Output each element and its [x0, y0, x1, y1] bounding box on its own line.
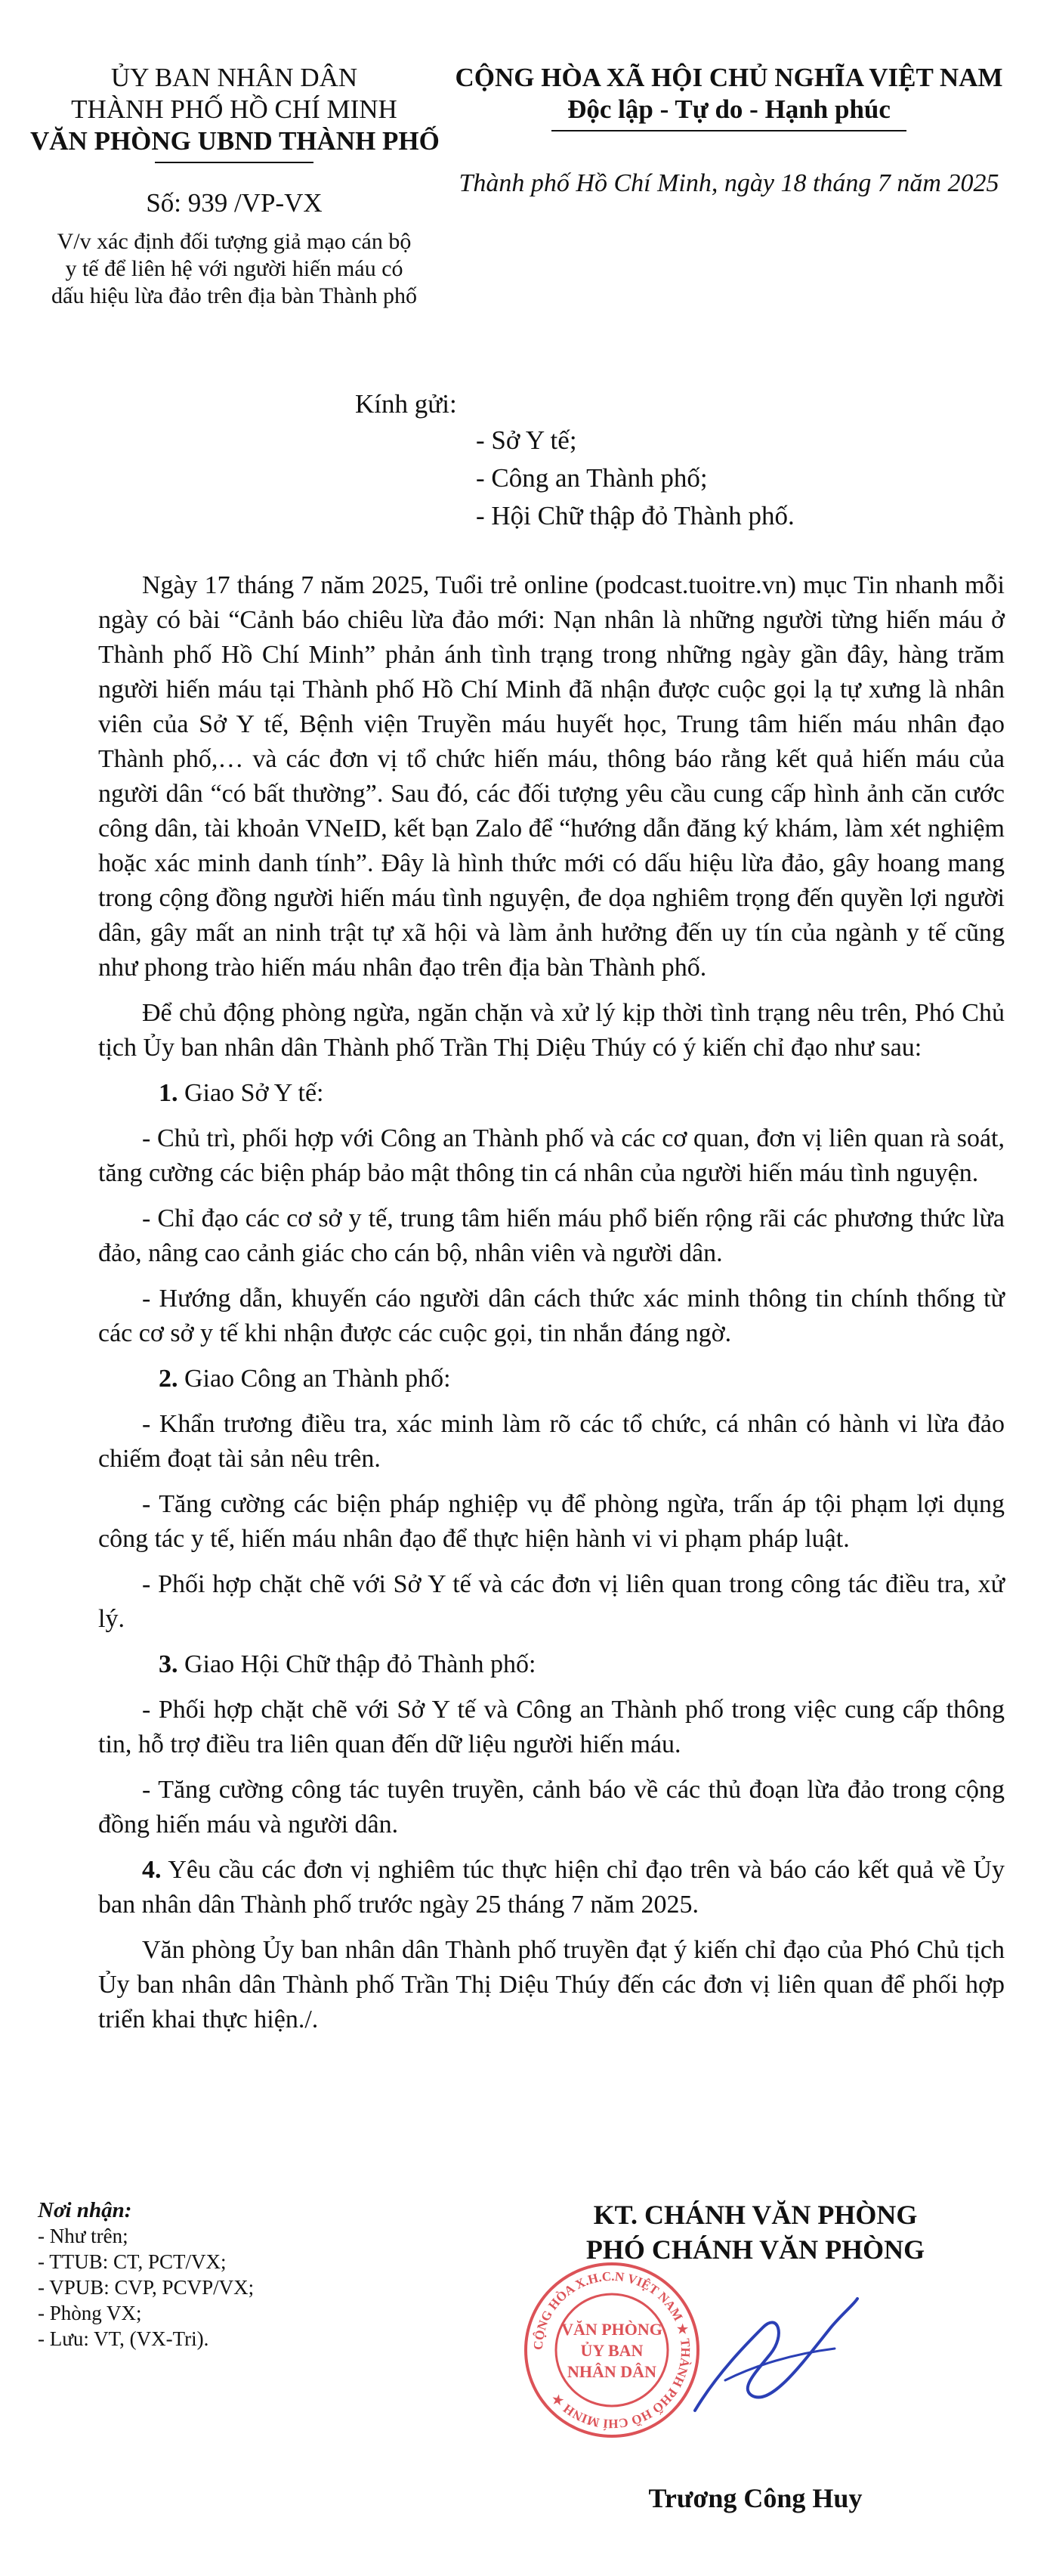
body-paragraph: - Tăng cường các biện pháp nghiệp vụ để phòng ngừa, trấn áp tội phạm lợi dụng công tác y tế, hiến máu nhân đạo để thực hiện hành vi vi phạm pháp luật.	[98, 1490, 1005, 1553]
recipient-item: - TTUB: CT, PCT/VX;	[38, 2250, 227, 2273]
document-number: Số: 939 /VP-VX	[146, 188, 323, 218]
signer-title-2: PHÓ CHÁNH VĂN PHÒNG	[585, 2234, 925, 2265]
subject-line-2: y tế để liên hệ với người hiến máu có	[65, 256, 403, 281]
national-motto: Độc lập - Tự do - Hạnh phúc	[567, 94, 891, 124]
section-heading	[98, 1362, 1005, 1396]
stamp-center-2: ỦY BAN	[580, 2341, 644, 2360]
national-title: CỘNG HÒA XÃ HỘI CHỦ NGHĨA VIỆT NAM	[455, 63, 1003, 92]
addressee-list	[476, 422, 795, 535]
subject-block	[15, 228, 453, 310]
issuer-line-3: VĂN PHÒNG UBND THÀNH PHỐ	[30, 126, 440, 156]
subject-line-1: V/v xác định đối tượng giả mạo cán bộ	[57, 229, 412, 254]
section-heading	[98, 1076, 1005, 1111]
recipient-item: - Lưu: VT, (VX-Tri).	[38, 2327, 209, 2350]
signer-name: Trương Công Huy	[648, 2483, 863, 2513]
section-heading	[98, 1647, 1005, 1682]
document-date: Thành phố Hồ Chí Minh, ngày 18 tháng 7 năm 2025	[459, 169, 999, 197]
body-paragraph: - Hướng dẫn, khuyến cáo người dân cách thức xác minh thông tin chính thống từ các cơ sở y tế khi nhận được các cuộc gọi, tin nhắn đáng ngờ.	[98, 1285, 1005, 1347]
section-title: Giao Công an Thành phố:	[178, 1365, 451, 1393]
recipient-item: - Như trên;	[38, 2225, 128, 2247]
subject-line-3: dấu hiệu lừa đảo trên địa bàn Thành phố	[51, 283, 417, 308]
section-number: 2.	[159, 1365, 178, 1393]
addressee-item: - Sở Y tế;	[476, 425, 577, 455]
issuer-block	[30, 62, 438, 157]
issuer-underline	[155, 162, 313, 163]
body-paragraph	[98, 1853, 1005, 1922]
motto-underline	[551, 130, 906, 131]
recipients-block	[38, 2197, 254, 2352]
section-text: Yêu cầu các đơn vị nghiêm túc thực hiện chỉ đạo trên và báo cáo kết quả về Ủy ban nhân dân Thành phố trước ngày 25 tháng 7 năm 2025.	[98, 1856, 1005, 1919]
national-header	[423, 62, 1035, 125]
official-stamp	[521, 2259, 703, 2441]
addressee-label: Kính gửi:	[355, 389, 457, 419]
section-number: 4.	[142, 1856, 162, 1884]
section-number: 3.	[159, 1650, 178, 1678]
stamp-center-1: VĂN PHÒNG	[561, 2320, 662, 2339]
body-paragraph: - Chỉ đạo các cơ sở y tế, trung tâm hiến máu phổ biến rộng rãi các phương thức lừa đảo, nâng cao cảnh giác cho cán bộ, nhân viên và người dân.	[98, 1205, 1005, 1267]
handwritten-signature	[680, 2282, 861, 2433]
document-body	[98, 568, 1005, 2048]
body-paragraph: - Phối hợp chặt chẽ với Sở Y tế và Công an Thành phố trong việc cung cấp thông tin, hỗ trợ điều tra liên quan đến dữ liệu người hiến máu.	[98, 1696, 1005, 1758]
issuer-line-1: ỦY BAN NHÂN DÂN	[110, 63, 358, 92]
recipient-item: - VPUB: CVP, PCVP/VX;	[38, 2276, 255, 2299]
section-title: Giao Sở Y tế:	[178, 1079, 324, 1107]
addressee-item: - Công an Thành phố;	[476, 463, 708, 493]
body-paragraph: Ngày 17 tháng 7 năm 2025, Tuổi trẻ online (podcast.tuoitre.vn) mục Tin nhanh mỗi ngày có bài “Cảnh báo chiêu lừa đảo mới: Nạn nhân là những người từng hiến máu ở Thành phố Hồ Chí Minh” phản ánh tình trạng trong những ngày gần đây, hàng trăm người hiến máu tại Thành phố Hồ Chí Minh đã nhận được cuộc gọi lạ tự xưng là nhân viên của Sở Y tế, Bệnh viện Truyền máu huyết học, Trung tâm hiến máu nhân đạo Thành phố,… và các đơn vị tổ chức hiến máu, thông báo rằng kết quả hiến máu của người dân “có bất thường”. Sau đó, các đối tượng yêu cầu cung cấp hình ảnh căn cước công dân, tài khoản VNeID, kết bạn Zalo để “hướng dẫn đăng ký khám, làm xét nghiệm hoặc xác minh danh tính”. Đây là hình thức mới có dấu hiệu lừa đảo, gây hoang mang trong cộng đồng người hiến máu tình nguyện, đe dọa nghiêm trọng đến quyền lợi người dân, gây mất an ninh trật tự xã hội và làm ảnh hưởng đến uy tín của ngành y tế cũng như phong trào hiến máu nhân đạo trên địa bàn Thành phố.	[98, 571, 1005, 982]
signer-title-1: KT. CHÁNH VĂN PHÒNG	[593, 2200, 918, 2230]
body-paragraph: Để chủ động phòng ngừa, ngăn chặn và xử lý kịp thời tình trạng nêu trên, Phó Chủ tịch Ủy ban nhân dân Thành phố Trần Thị Diệu Thúy có ý kiến chỉ đạo như sau:	[98, 999, 1005, 1062]
section-title: Giao Hội Chữ thập đỏ Thành phố:	[178, 1650, 536, 1678]
recipient-item: - Phòng VX;	[38, 2302, 142, 2324]
body-paragraph: - Phối hợp chặt chẽ với Sở Y tế và các đơn vị liên quan trong công tác điều tra, xử lý.	[98, 1570, 1005, 1633]
addressee-item: - Hội Chữ thập đỏ Thành phố.	[476, 501, 795, 530]
stamp-ring-path: CỘNG HÒA X.H.C.N VIỆT NAM ★ THÀNH PHỐ HỒ CHÍ MINH ★	[530, 2268, 693, 2432]
body-paragraph: - Chủ trì, phối hợp với Công an Thành phố và các cơ quan, đơn vị liên quan rà soát, tăng cường các biện pháp bảo mật thông tin cá nhân của người hiến máu tình nguyện.	[98, 1124, 1005, 1187]
body-paragraph: - Khẩn trương điều tra, xác minh làm rõ các tổ chức, cá nhân có hành vi lừa đảo chiếm đoạt tài sản nêu trên.	[98, 1410, 1005, 1473]
issuer-line-2: THÀNH PHỐ HỒ CHÍ MINH	[71, 94, 397, 124]
stamp-center-3: NHÂN DÂN	[567, 2362, 656, 2381]
section-number: 1.	[159, 1079, 178, 1107]
closing-paragraph: Văn phòng Ủy ban nhân dân Thành phố truyền đạt ý kiến chỉ đạo của Phó Chủ tịch Ủy ban nhân dân Thành phố Trần Thị Diệu Thúy đến các đơn vị liên quan để phối hợp triển khai thực hiện./.	[98, 1936, 1005, 2033]
recipients-label: Nơi nhận:	[38, 2198, 132, 2222]
body-paragraph: - Tăng cường công tác tuyên truyền, cảnh báo về các thủ đoạn lừa đảo trong cộng đồng hiến máu và người dân.	[98, 1776, 1005, 1838]
signature-block	[483, 2197, 1027, 2267]
